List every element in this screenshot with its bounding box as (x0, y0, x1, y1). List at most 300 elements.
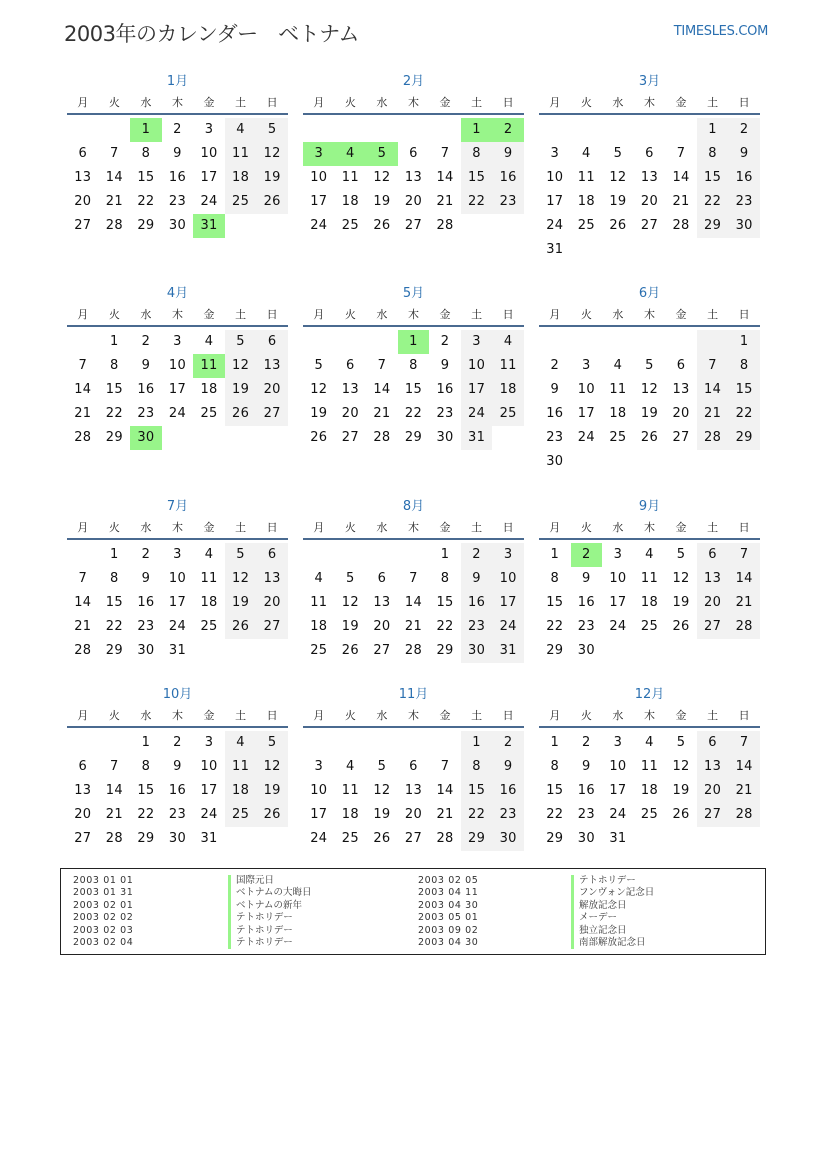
day-grid (67, 728, 288, 851)
day-cell: 27 (404, 831, 423, 846)
weekday-label: 木 (643, 521, 655, 534)
day-cell: 16 (137, 595, 155, 610)
day-cell: 5 (225, 543, 257, 567)
empty-cell (366, 330, 398, 354)
day-cell: 2 (141, 334, 151, 349)
weekday-label: 火 (108, 96, 120, 109)
day-cell: 15 (546, 783, 564, 798)
day-cell: 5 (377, 759, 387, 774)
empty-cell (429, 118, 461, 142)
day-cell: 20 (256, 378, 288, 402)
day-cell: 26 (373, 218, 391, 233)
day-grid (67, 115, 288, 238)
day-cell: 4 (645, 735, 654, 750)
day-cell: 20 (697, 779, 729, 803)
weekday-label: 月 (549, 521, 561, 534)
day-cell: 14 (728, 755, 760, 779)
legend-holiday-name: テトホリデー (228, 937, 312, 949)
day-cell: 6 (409, 759, 418, 774)
day-cell: 21 (672, 194, 690, 209)
legend-date: 2003 09 02 (418, 924, 479, 936)
weekday-label: 金 (203, 709, 215, 722)
day-cell: 12 (640, 382, 659, 397)
day-cell: 3 (613, 547, 623, 562)
month-name: 9月 (638, 499, 661, 514)
day-cell: 30 (168, 218, 187, 233)
day-cell: 26 (256, 803, 288, 827)
weekday-label: 土 (235, 521, 247, 534)
weekday-label: 水 (612, 709, 624, 722)
day-cell: 31 (461, 426, 493, 450)
day-cell: 29 (404, 430, 423, 445)
day-cell: 29 (728, 426, 760, 450)
day-cell: 23 (577, 807, 595, 822)
weekday-label: 水 (140, 709, 152, 722)
legend-date: 2003 02 03 (73, 924, 134, 936)
day-grid (539, 728, 760, 851)
site-brand-link[interactable]: TIMESLES.COM (673, 24, 768, 39)
day-cell: 30 (436, 430, 454, 445)
weekday-label: 水 (376, 96, 388, 109)
day-cell: 26 (225, 402, 257, 426)
day-cell: 12 (672, 571, 690, 586)
day-cell: 21 (74, 406, 92, 421)
day-cell: 28 (672, 218, 690, 233)
day-cell: 31 (609, 831, 627, 846)
day-cell: 30 (168, 831, 187, 846)
day-cell: 2 (492, 731, 524, 755)
day-cell: 25 (200, 619, 218, 634)
day-grid (303, 327, 524, 450)
weekday-label: 月 (313, 521, 325, 534)
month-block (67, 685, 288, 851)
day-cell: 18 (225, 779, 257, 803)
empty-cell (602, 330, 634, 354)
weekday-header (539, 92, 760, 115)
day-cell: 26 (310, 430, 328, 445)
day-cell: 10 (492, 567, 524, 591)
day-grid (303, 728, 524, 851)
day-cell: 22 (137, 194, 155, 209)
legend-date: 2003 02 02 (73, 912, 134, 924)
day-cell: 23 (492, 190, 524, 214)
empty-cell (335, 118, 367, 142)
day-cell: 21 (728, 591, 760, 615)
weekday-label: 木 (171, 96, 183, 109)
weekday-label: 金 (675, 709, 687, 722)
day-cell: 10 (546, 170, 564, 185)
day-cell: 17 (168, 595, 187, 610)
day-cell: 2 (582, 735, 591, 750)
day-cell: 17 (492, 591, 524, 615)
weekday-label: 火 (108, 521, 120, 534)
day-cell: 26 (640, 430, 659, 445)
day-cell: 21 (728, 779, 760, 803)
day-cell: 22 (105, 406, 123, 421)
day-cell: 4 (204, 547, 214, 562)
day-cell: 14 (404, 595, 423, 610)
day-cell: 2 (461, 543, 493, 567)
weekday-header (303, 705, 524, 728)
day-cell: 22 (461, 190, 493, 214)
weekday-label: 日 (266, 521, 278, 534)
empty-cell (398, 543, 430, 567)
day-cell: 22 (697, 190, 729, 214)
day-cell: 21 (105, 807, 123, 822)
empty-cell (67, 118, 99, 142)
day-cell: 26 (225, 615, 257, 639)
weekday-label: 日 (502, 308, 514, 321)
day-cell: 20 (74, 194, 92, 209)
day-cell: 8 (550, 759, 560, 774)
month-block (303, 685, 524, 851)
month-name: 10月 (162, 687, 193, 702)
month-name: 5月 (402, 286, 425, 301)
day-cell: 4 (645, 547, 654, 562)
day-cell: 28 (373, 430, 391, 445)
day-cell: 27 (373, 643, 391, 658)
day-cell: 26 (373, 831, 391, 846)
day-cell: 21 (436, 807, 454, 822)
weekday-label: 月 (77, 709, 89, 722)
weekday-label: 土 (235, 308, 247, 321)
day-cell: 17 (310, 807, 328, 822)
day-cell: 25 (492, 402, 524, 426)
weekday-label: 火 (580, 308, 592, 321)
weekday-label: 水 (376, 308, 388, 321)
day-cell: 5 (676, 547, 686, 562)
day-cell: 24 (310, 218, 328, 233)
day-cell: 12 (310, 382, 328, 397)
day-cell: 10 (200, 146, 218, 161)
day-cell: 8 (141, 759, 151, 774)
day-cell: 7 (110, 146, 119, 161)
day-cell: 11 (640, 571, 659, 586)
day-cell: 18 (225, 166, 257, 190)
day-cell: 11 (225, 755, 257, 779)
legend-date: 2003 02 05 (418, 875, 479, 886)
empty-cell (67, 731, 99, 755)
day-cell: 8 (728, 354, 760, 378)
day-cell: 25 (341, 831, 359, 846)
day-cell: 13 (373, 595, 391, 610)
day-cell: 29 (436, 643, 454, 658)
day-cell: 8 (550, 571, 560, 586)
day-cell: 1 (110, 547, 119, 562)
day-cell: 25 (225, 190, 257, 214)
weekday-label: 火 (344, 521, 356, 534)
day-cell: 24 (168, 619, 187, 634)
day-cell: 24 (168, 406, 187, 421)
empty-cell (366, 543, 398, 567)
day-cell: 13 (256, 567, 288, 591)
legend-holiday-name: テトホリデー (571, 875, 654, 887)
legend-date: 2003 04 30 (418, 936, 479, 948)
day-cell: 4 (582, 146, 591, 161)
day-cell: 17 (609, 595, 627, 610)
weekday-header (303, 92, 524, 115)
day-cell: 11 (341, 783, 359, 798)
month-block (303, 72, 524, 238)
weekday-label: 火 (344, 308, 356, 321)
empty-cell (429, 731, 461, 755)
day-cell: 6 (697, 731, 729, 755)
day-cell: 2 (173, 735, 182, 750)
day-cell: 6 (697, 543, 729, 567)
day-cell: 21 (404, 619, 423, 634)
day-cell: 11 (225, 142, 257, 166)
legend-dates-col-2 (418, 875, 478, 949)
day-cell: 22 (436, 619, 454, 634)
day-cell: 7 (377, 358, 387, 373)
legend-date: 2003 01 31 (73, 887, 134, 899)
day-cell: 6 (78, 759, 88, 774)
holiday-day-cell: 4 (335, 142, 367, 166)
day-grid (303, 540, 524, 663)
day-cell: 14 (728, 567, 760, 591)
weekday-label: 土 (707, 308, 719, 321)
day-cell: 24 (461, 402, 493, 426)
day-cell: 20 (640, 194, 659, 209)
day-cell: 23 (577, 619, 595, 634)
day-cell: 20 (404, 194, 423, 209)
day-cell: 18 (200, 382, 218, 397)
day-cell: 12 (672, 759, 690, 774)
weekday-label: 土 (471, 709, 483, 722)
day-cell: 7 (728, 543, 760, 567)
weekday-header (539, 705, 760, 728)
day-cell: 12 (341, 595, 359, 610)
day-cell: 8 (110, 358, 119, 373)
day-grid (539, 327, 760, 474)
weekday-label: 金 (439, 96, 451, 109)
day-cell: 28 (105, 831, 123, 846)
weekday-label: 日 (738, 709, 750, 722)
day-cell: 6 (78, 146, 88, 161)
day-cell: 25 (225, 803, 257, 827)
day-cell: 15 (546, 595, 564, 610)
day-cell: 5 (346, 571, 355, 586)
day-cell: 9 (492, 142, 524, 166)
weekday-header (539, 517, 760, 540)
day-cell: 18 (341, 194, 359, 209)
month-name: 3月 (638, 74, 661, 89)
weekday-label: 日 (738, 308, 750, 321)
day-cell: 9 (141, 571, 151, 586)
day-cell: 26 (672, 619, 690, 634)
day-cell: 7 (728, 731, 760, 755)
weekday-label: 火 (344, 709, 356, 722)
day-cell: 29 (546, 831, 564, 846)
day-cell: 11 (609, 382, 627, 397)
day-cell: 20 (697, 591, 729, 615)
day-cell: 13 (74, 783, 92, 798)
day-cell: 11 (341, 170, 359, 185)
month-block (303, 497, 524, 663)
day-cell: 29 (105, 430, 123, 445)
day-cell: 6 (346, 358, 355, 373)
weekday-label: 金 (203, 521, 215, 534)
weekday-header (303, 304, 524, 327)
day-cell: 14 (105, 783, 123, 798)
weekday-label: 月 (313, 709, 325, 722)
day-cell: 13 (404, 783, 423, 798)
day-cell: 4 (492, 330, 524, 354)
day-cell: 10 (577, 382, 595, 397)
month-name: 2月 (402, 74, 425, 89)
day-cell: 3 (582, 358, 591, 373)
holiday-day-cell: 2 (571, 543, 603, 567)
day-cell: 30 (137, 643, 155, 658)
day-grid (539, 540, 760, 663)
month-name: 12月 (634, 687, 665, 702)
empty-cell (539, 330, 571, 354)
day-cell: 23 (436, 406, 454, 421)
weekday-label: 水 (376, 709, 388, 722)
weekday-label: 水 (612, 521, 624, 534)
day-cell: 22 (546, 807, 564, 822)
day-cell: 19 (640, 406, 659, 421)
day-cell: 27 (672, 430, 690, 445)
weekday-label: 木 (407, 308, 419, 321)
day-cell: 25 (200, 406, 218, 421)
day-cell: 11 (310, 595, 328, 610)
day-cell: 16 (168, 783, 187, 798)
legend-dates-col-1 (73, 875, 133, 949)
day-cell: 10 (609, 571, 627, 586)
day-cell: 3 (204, 122, 214, 137)
empty-cell (67, 543, 99, 567)
day-cell: 8 (461, 755, 493, 779)
day-cell: 10 (200, 759, 218, 774)
day-cell: 4 (613, 358, 623, 373)
day-cell: 14 (672, 170, 690, 185)
weekday-label: 日 (502, 521, 514, 534)
day-cell: 24 (609, 619, 627, 634)
day-cell: 18 (609, 406, 627, 421)
day-cell: 19 (672, 783, 690, 798)
day-cell: 29 (461, 827, 493, 851)
weekday-label: 火 (580, 96, 592, 109)
day-cell: 7 (78, 571, 88, 586)
weekday-label: 火 (580, 521, 592, 534)
day-cell: 12 (373, 170, 391, 185)
day-cell: 13 (74, 170, 92, 185)
holiday-day-cell: 31 (193, 214, 225, 238)
day-cell: 25 (341, 218, 359, 233)
day-grid (303, 115, 524, 238)
day-cell: 26 (672, 807, 690, 822)
legend-holiday-name: 国際元日 (228, 875, 312, 887)
day-cell: 22 (105, 619, 123, 634)
day-cell: 28 (74, 643, 92, 658)
day-cell: 24 (310, 831, 328, 846)
day-cell: 13 (341, 382, 359, 397)
day-cell: 3 (492, 543, 524, 567)
weekday-label: 日 (266, 96, 278, 109)
day-cell: 16 (577, 595, 595, 610)
legend-holiday-name: 解放記念日 (571, 900, 654, 912)
day-cell: 5 (613, 146, 623, 161)
weekday-label: 日 (738, 521, 750, 534)
empty-cell (303, 731, 335, 755)
day-cell: 8 (409, 358, 418, 373)
day-cell: 30 (577, 643, 595, 658)
day-cell: 26 (341, 643, 359, 658)
empty-cell (398, 731, 430, 755)
day-cell: 27 (640, 218, 659, 233)
day-cell: 4 (204, 334, 214, 349)
holiday-day-cell: 2 (492, 118, 524, 142)
weekday-label: 月 (77, 96, 89, 109)
day-cell: 16 (492, 779, 524, 803)
day-cell: 8 (110, 571, 119, 586)
page-title: 2003年のカレンダー ベトナム (64, 22, 360, 46)
day-cell: 17 (200, 783, 218, 798)
day-cell: 21 (105, 194, 123, 209)
weekday-label: 土 (471, 308, 483, 321)
weekday-label: 金 (203, 308, 215, 321)
day-cell: 26 (256, 190, 288, 214)
day-cell: 4 (346, 759, 355, 774)
day-cell: 17 (200, 170, 218, 185)
weekday-label: 月 (77, 521, 89, 534)
day-cell: 24 (546, 218, 564, 233)
day-cell: 10 (609, 759, 627, 774)
day-cell: 20 (256, 591, 288, 615)
day-cell: 5 (225, 330, 257, 354)
day-cell: 19 (225, 591, 257, 615)
day-cell: 27 (697, 615, 729, 639)
day-cell: 12 (225, 567, 257, 591)
day-cell: 7 (697, 354, 729, 378)
weekday-label: 金 (675, 308, 687, 321)
day-cell: 18 (492, 378, 524, 402)
weekday-label: 日 (266, 709, 278, 722)
day-cell: 17 (577, 406, 595, 421)
day-cell: 7 (409, 571, 418, 586)
day-cell: 23 (168, 807, 187, 822)
empty-cell (303, 543, 335, 567)
day-cell: 19 (341, 619, 359, 634)
weekday-label: 土 (471, 521, 483, 534)
weekday-header (67, 304, 288, 327)
day-cell: 25 (640, 619, 659, 634)
day-cell: 27 (404, 218, 423, 233)
day-cell: 7 (440, 146, 450, 161)
day-cell: 24 (200, 194, 218, 209)
day-cell: 28 (105, 218, 123, 233)
day-cell: 2 (173, 122, 182, 137)
day-cell: 5 (676, 735, 686, 750)
day-cell: 19 (373, 807, 391, 822)
day-cell: 14 (74, 595, 92, 610)
day-cell: 23 (137, 619, 155, 634)
month-block (67, 497, 288, 663)
day-cell: 28 (728, 803, 760, 827)
day-cell: 5 (256, 731, 288, 755)
weekday-label: 木 (171, 709, 183, 722)
weekday-label: 日 (738, 96, 750, 109)
day-cell: 4 (314, 571, 324, 586)
day-cell: 9 (582, 759, 591, 774)
day-cell: 17 (168, 382, 187, 397)
weekday-header (67, 92, 288, 115)
month-name: 1月 (166, 74, 189, 89)
day-cell: 29 (137, 218, 155, 233)
day-cell: 27 (697, 803, 729, 827)
day-cell: 9 (550, 382, 560, 397)
